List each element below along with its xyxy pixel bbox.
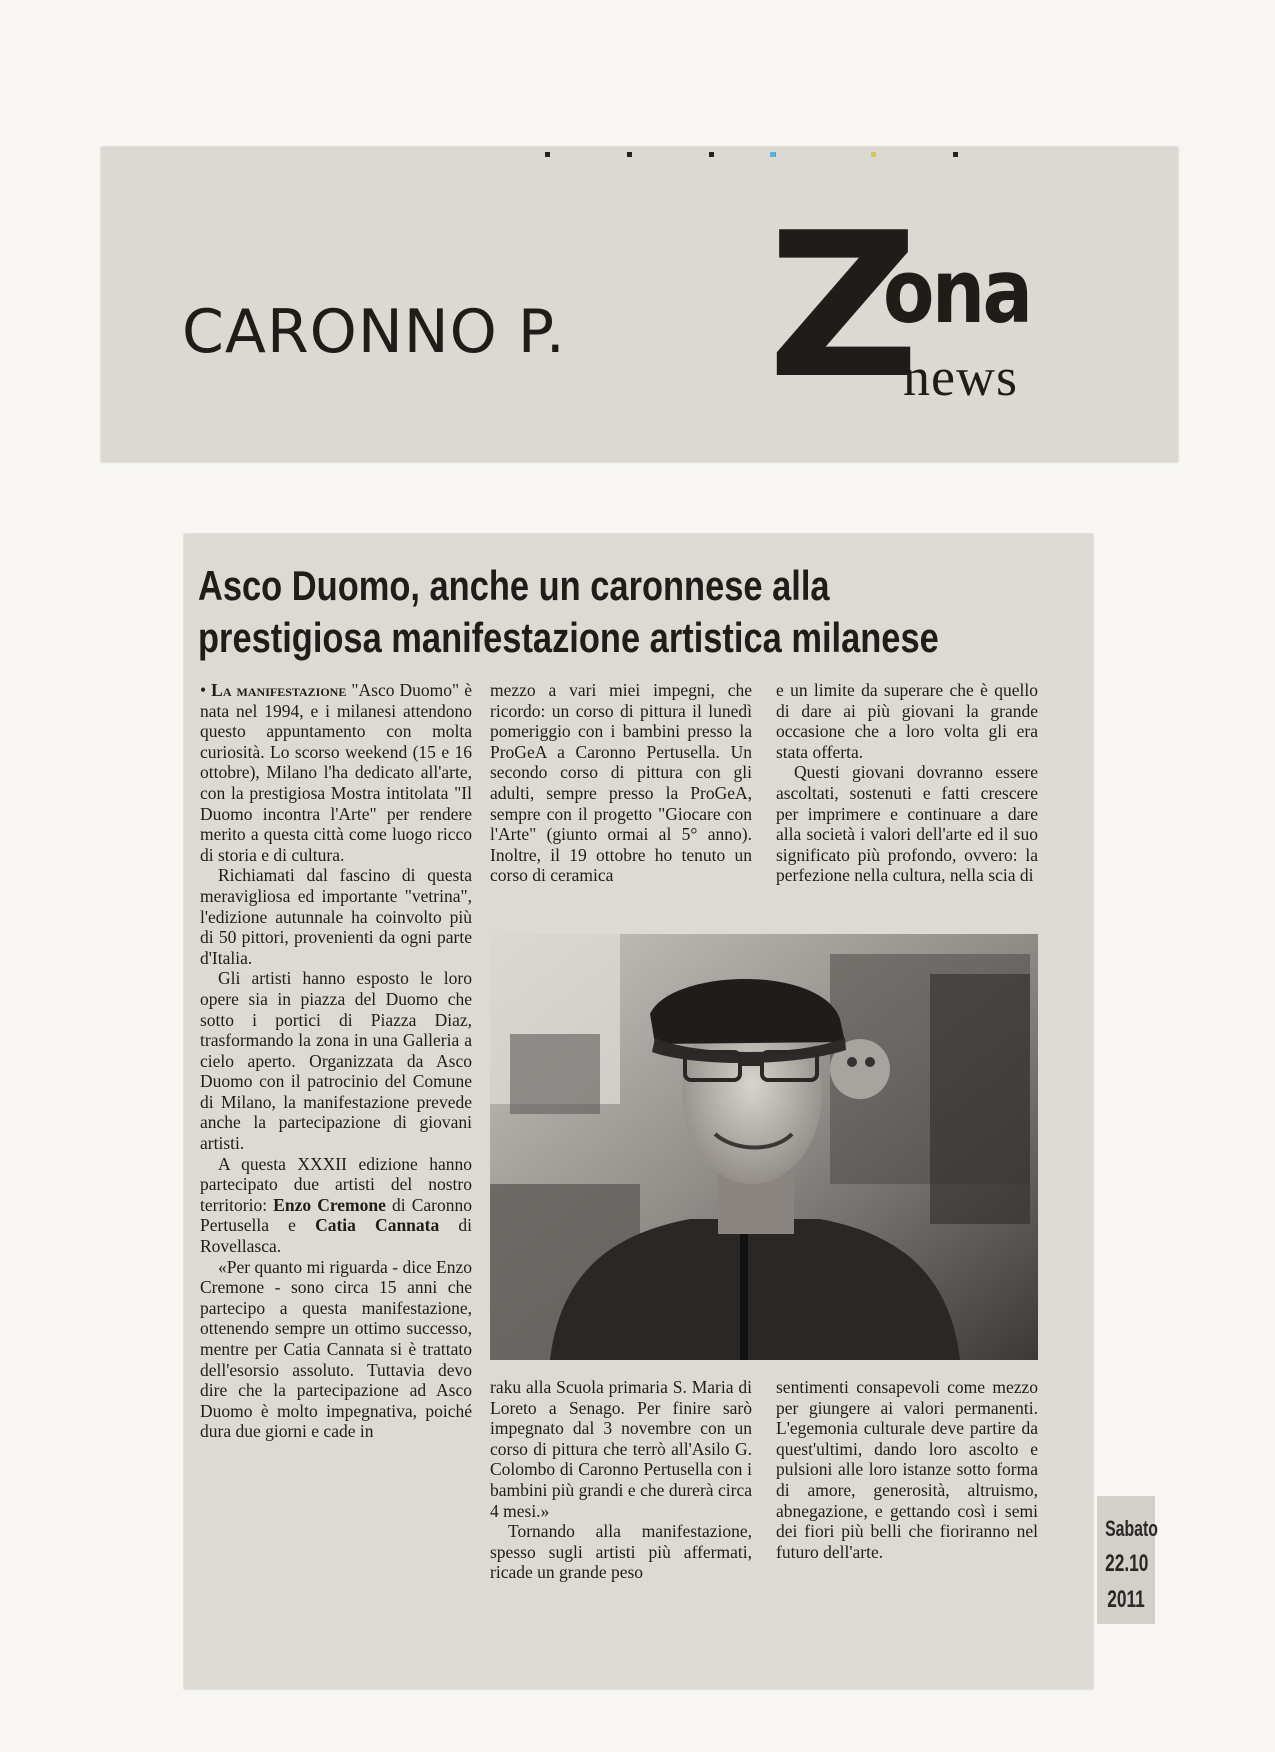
paragraph-text: di Caronno Pertusella e [200,1194,472,1236]
paragraph: Gli artisti hanno esposto le loro opere sia in piazza del Duomo che sotto i portici di Piazza Diaz, trasformando la zona in una Galleria a cielo aperto. Organizzata da Asco Duomo con il patrocinio del Comune di Milano, la manifestazione prevede anche la partecipazione di giovani artisti. [200,968,472,1154]
paragraph-text: "Asco Duomo" è nata nel 1994, e i milanesi attendono questo appuntamento con molta curiosità. Lo scorso weekend (15 e 16 ottobre), Milano l'ha dedicato all'arte, con la prestigiosa Mostra intitolata "Il Duomo incontra l'Arte" per rendere merito a questa città come luogo ricco di storia e di cultura. [200,680,472,865]
article-headline [198,560,1084,664]
paragraph [200,680,472,865]
logo-z: Z [767,190,920,423]
article-column-1 [200,680,472,1442]
headline-line-1: Asco Duomo, anche un caronnese alla [198,562,830,609]
paragraph-text: di Rovellasca. [200,1215,472,1257]
paragraph: Questi giovani dovranno essere ascoltati, sostenuti e fatti crescere per imprimere e continuare a dare alla società i valori dell'arte ed il suo significato più profondo, ovvero: la perfezione nella cultura, nella scia di [776,762,1038,886]
paragraph: «Per quanto mi riguarda - dice Enzo Cremone - sono circa 15 anni che partecipo a questa manifestazione, ottenendo sempre un ottimo successo, mentre per Catia Cannata si è trattato dell'esorsio assoluto. Tuttavia devo dire che la partecipazione ad Asco Duomo è molto impegnativa, poiché dura due giorni e cade in [200,1256,472,1442]
portrait-image [490,934,1038,1360]
paragraph [200,1154,472,1257]
issue-day: Sabato [1105,1516,1158,1541]
bullet-marker: • [200,680,212,700]
registration-dot [770,152,775,157]
section-location: CARONNO P. [182,297,566,367]
article-clipping [184,534,1093,1689]
paragraph: mezzo a vari miei impegni, che ricordo: un corso di pittura il lunedì pomeriggio con i bambini presso la ProGeA a Caronno Pertusella. Un secondo corso di pittura con gli adulti, sempre presso la ProGeA, sempre con il progetto "Giocare con l'Arte" (giunto ormai al 5° anno). Inoltre, il 19 ottobre ho tenuto un corso di ceramica [490,680,752,886]
issue-day-month: 22.10 [1105,1550,1149,1577]
registration-dot [871,152,876,157]
artist-photo [490,934,1038,1360]
paragraph: Richiamati dal fascino di questa meravigliosa ed importante "vetrina", l'edizione autunnale ha coinvolto più di 50 pittori, provenienti da ogni parte d'Italia. [200,865,472,968]
article-column-2-top [490,680,752,886]
headline-line-2: prestigiosa manifestazione artistica milanese [198,614,939,661]
paragraph: sentimenti consapevoli come mezzo per giungere ai valori permanenti. L'egemonia culturale deve partire da quest'ultimi, dando loro ascolto e pulsioni alle loro istanze sotto forma di amore, generosità, altruismo, abnegazione, e gettando così i semi dei fiori più belli che fioriranno nel futuro dell'arte. [776,1377,1038,1562]
registration-dot [709,152,714,157]
logo-news: news [903,347,1018,407]
paragraph-text: A questa XXXII edizione hanno partecipato due artisti del nostro territorio: [200,1153,472,1215]
article-column-3-top [776,680,1038,886]
registration-dot [627,152,632,157]
article-column-2-bottom [490,1377,752,1583]
issue-year: 2011 [1107,1586,1145,1613]
registration-dot [545,152,550,157]
paragraph: raku alla Scuola primaria S. Maria di Loreto a Senago. Per finire sarò impegnato dal 3 novembre con un corso di pittura che terrò all'Asilo G. Colombo di Caronno Pertusella con i bambini più grandi e che durerà circa 4 mesi.» [490,1377,752,1521]
issue-date-tab [1097,1496,1158,1624]
registration-marks [101,152,1178,162]
article-column-3-bottom [776,1377,1038,1562]
zona-news-logo [767,190,1121,447]
registration-dot [953,152,958,157]
artist-name: Enzo Cremone [273,1194,386,1215]
artist-name: Catia Cannata [315,1215,440,1236]
logo-ona: ona [883,240,1031,343]
paragraph: e un limite da superare che è quello di dare ai più giovani la grande occasione che a loro volta gli era stata offerta. [776,680,1038,762]
masthead-clipping [101,147,1178,462]
lead-in: La manifestazione [211,680,347,700]
paragraph: Tornando alla manifestazione, spesso sugli artisti più affermati, ricade un grande peso [490,1521,752,1583]
